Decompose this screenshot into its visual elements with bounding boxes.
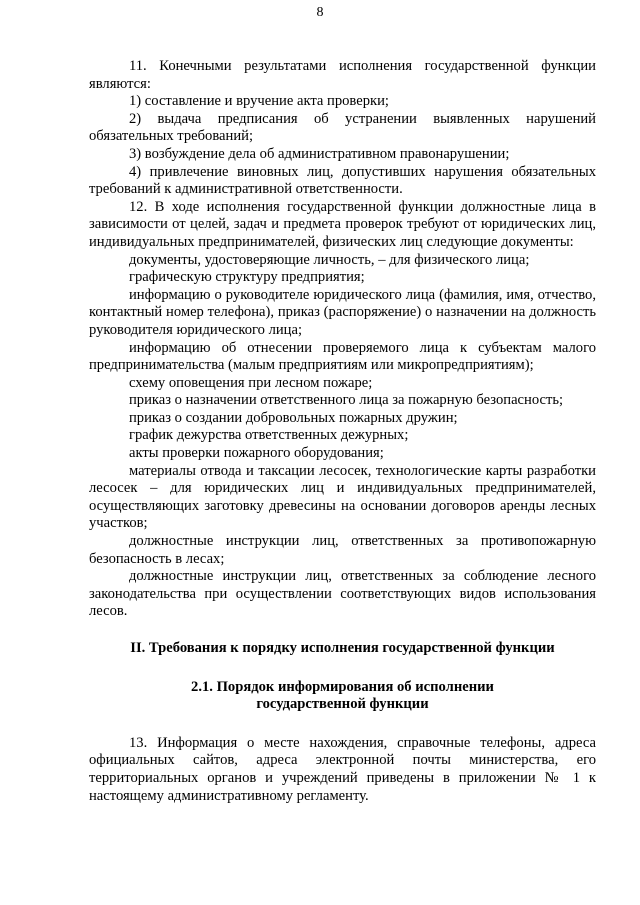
document-item: схему оповещения при лесном пожаре; [129, 374, 373, 391]
document-item: материалы отвода и таксации лесосек, технологические карты разработки лесосек – для юридических лиц и индивидуальных предпринимателей, осуществляющих заготовку древесины на основании договоров аренды лесных участков; [89, 462, 596, 532]
document-item: график дежурства ответственных дежурных; [129, 427, 409, 444]
section-heading: II. Требования к порядку исполнения государственной функции [130, 640, 555, 656]
subsection-heading [89, 679, 596, 714]
list-item-4: 4) привлечение виновных лиц, допустивших нарушения обязательных требований к административной ответственности. [89, 163, 596, 198]
document-item: приказ о назначении ответственного лица за пожарную безопасность; [129, 392, 564, 409]
paragraph-13: 13. Информация о месте нахождения, справочные телефоны, адреса официальных сайтов, адреса электронной почты министерства, его территориальных органов и учреждений приведены в приложении № 1 к настоящему административному регламенту. [89, 734, 596, 804]
document-item: акты проверки пожарного оборудования; [129, 445, 384, 462]
document-item: приказ о создании добровольных пожарных дружин; [129, 409, 458, 426]
document-body [89, 58, 596, 805]
document-item: информацию о руководителе юридического лица (фамилия, имя, отчество, контактный номер телефона), приказ (распоряжение) о назначении на должность руководителя юридического лица; [89, 286, 596, 338]
list-item-1: 1) составление и вручение акта проверки; [129, 93, 389, 110]
page-number: 8 [316, 5, 324, 20]
document-item: должностные инструкции лиц, ответственных за соблюдение лесного законодательства при осуществлении соответствующих видов использования лесов. [89, 568, 596, 620]
list-item-2: 2) выдача предписания об устранении выявленных нарушений обязательных требований; [89, 110, 596, 145]
paragraph-12: 12. В ходе исполнения государственной функции должностные лица в зависимости от целей, задач и предмета проверок требуют от юридических лиц, индивидуальных предпринимателей, физических лиц следующие документы: [89, 198, 596, 250]
document-item: должностные инструкции лиц, ответственных за противопожарную безопасность в лесах; [89, 533, 596, 567]
paragraph-11: 11. Конечными результатами исполнения государственной функции являются: [89, 58, 596, 92]
document-item: документы, удостоверяющие личность, – для физического лица; [129, 251, 530, 268]
subsection-heading-line1: 2.1. Порядок информирования об исполнении [191, 678, 494, 695]
list-item-3: 3) возбуждение дела об административном правонарушении; [129, 145, 510, 162]
document-item: графическую структуру предприятия; [129, 269, 365, 286]
document-item: информацию об отнесении проверяемого лица к субъектам малого предпринимательства (малым предприятиям или микропредприятиям); [89, 339, 596, 374]
subsection-heading-line2: государственной функции [256, 696, 429, 713]
